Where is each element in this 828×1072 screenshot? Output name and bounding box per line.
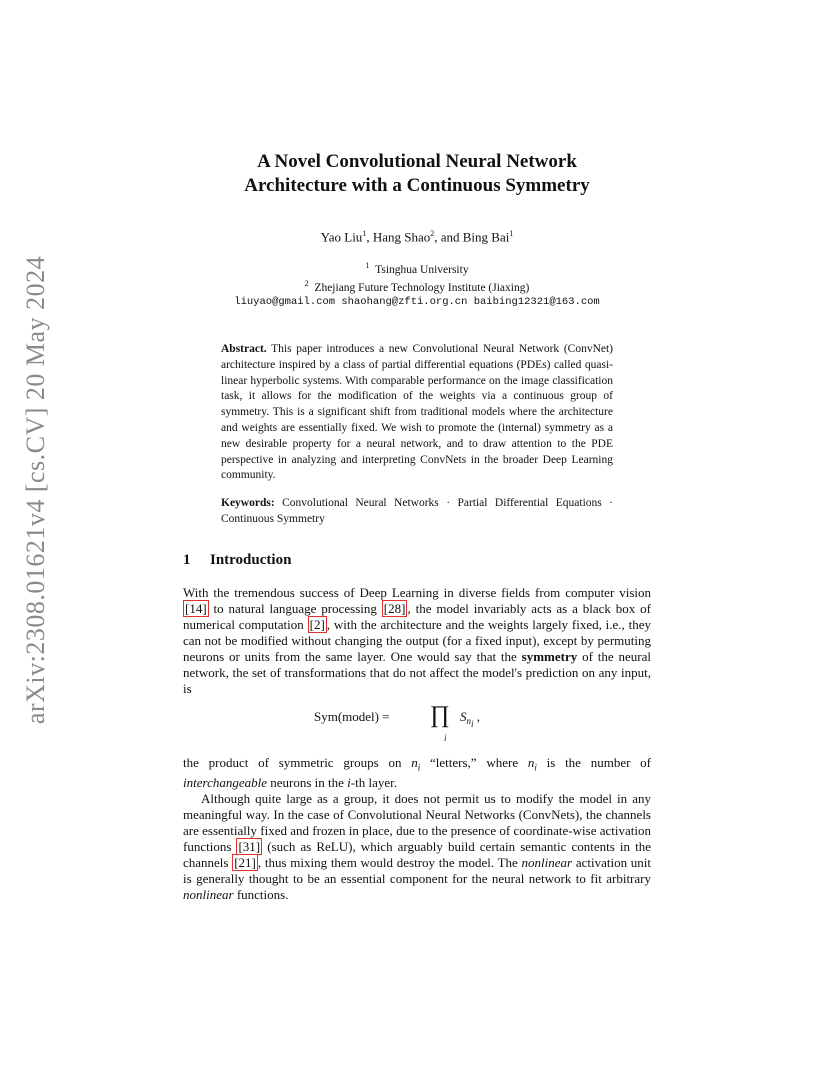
citation-link[interactable]: [28]: [383, 600, 406, 616]
author-2-affil: 2: [430, 229, 435, 238]
author-3: Bing Bai: [462, 229, 510, 245]
product-index: i: [444, 732, 447, 743]
text-run: , thus mixing them would destroy the model. The: [257, 855, 522, 871]
text-run: activation unit is generally thought to be an essential component for the neural network to fit arbitrary: [183, 855, 652, 887]
affiliation-2: [183, 277, 651, 295]
paper-title: [183, 150, 651, 198]
arxiv-stamp: [20, 255, 52, 725]
product-symbol: ∏: [430, 701, 450, 728]
text-run: , the model invariably acts as a black box of numerical computation: [183, 600, 651, 632]
equation-comma: ,: [473, 708, 481, 724]
affiliation-1-name: Tsinghua University: [375, 264, 469, 277]
text-run: , with the architecture and the weights largely fixed, i.e., they can not be modified without changing the output (for a fixed input), except by permuting neurons or units from the same layer. One would say that the: [183, 616, 651, 664]
text-run: “letters,” where: [420, 754, 528, 770]
title-line-2: Architecture with a Continuous Symmetry: [244, 175, 590, 196]
math-i: i: [417, 762, 421, 773]
section-title: Introduction: [210, 551, 292, 568]
text-run: neurons in the: [267, 775, 348, 791]
emphasis-interchangeable: interchangeable: [183, 775, 267, 791]
math-n: n: [527, 754, 535, 770]
text-run: (such as ReLU), which arguably build certain semantic contents in the channels: [183, 839, 651, 871]
intro-paragraph-1: [183, 585, 651, 697]
author-3-affil: 1: [509, 229, 514, 238]
title-line-1: A Novel Convolutional Neural Network: [257, 151, 577, 172]
subscript-n: n: [466, 716, 471, 727]
subscript-i: i: [471, 719, 474, 730]
equation-rhs: [460, 709, 480, 729]
author-emails: liuyao@gmail.com shaohang@zfti.org.cn baibing12321@163.com: [234, 295, 600, 308]
equation-lhs: Sym(model) =: [314, 708, 390, 724]
intro-paragraph-3: [183, 791, 651, 903]
text-run: functions.: [233, 887, 289, 903]
emphasis-symmetry: symmetry: [521, 648, 578, 664]
citation-link[interactable]: [14]: [185, 600, 207, 616]
affiliation-1-marker: 1: [365, 261, 370, 271]
affiliation-2-marker: 2: [304, 279, 309, 289]
citation-link[interactable]: [2]: [309, 616, 325, 632]
abstract: [221, 342, 613, 484]
author-separator: ,: [366, 229, 373, 245]
text-run: -th layer.: [350, 775, 397, 791]
emphasis-nonlinear: nonlinear: [521, 855, 573, 871]
section-heading: [183, 552, 651, 569]
author-1-affil: 1: [362, 229, 367, 238]
emphasis-nonlinear: nonlinear: [183, 887, 234, 903]
affiliation-1: [183, 259, 651, 277]
arxiv-stamp-text: arXiv:2308.01621v4 [cs.CV] 20 May 2024: [21, 255, 50, 725]
citation-link[interactable]: [31]: [238, 839, 261, 855]
math-n: n: [411, 754, 418, 770]
intro-paragraph-2: [183, 755, 651, 792]
section-number: 1: [183, 551, 191, 568]
author-2: Hang Shao: [372, 229, 431, 245]
author-1: Yao Liu: [320, 229, 363, 245]
text-run: With the tremendous success of Deep Learning in diverse fields from computer vision: [183, 584, 651, 600]
abstract-text: This paper introduces a new Convolutional Neural Network (ConvNet) architecture inspired by a class of partial differential equations (PDEs) called quasi-linear hyperbolic systems. With comparable performance on the image classification task, it allows for the modification of the weights via a continuous group of symmetry. This is a significant shift from traditional models where the architecture and weights are essentially fixed. We wish to promote the (internal) symmetry as a new desirable property for a neural network, and to draw attention to the PDE perspective in analyzing and interpreting ConvNets in the broader Deep Learning community.: [221, 342, 613, 482]
text-run: Although quite large as a group, it does not permit us to modify the model in any meaningful way. In the case of Convolutional Neural Networks (ConvNets), the channels are essentially fixed and frozen in place, due to the presence of coordinate-wise activation functions: [183, 791, 651, 855]
text-run: to natural language processing: [208, 600, 382, 616]
keywords: [221, 496, 613, 528]
text-run: the product of symmetric groups on: [183, 754, 412, 770]
text-run: of the neural network, the set of transformations that do not affect the model's prediction on any input, is: [183, 648, 651, 696]
text-run: is the number of: [536, 754, 652, 770]
affiliations: [183, 259, 651, 295]
paper-page: [183, 150, 651, 903]
author-separator: , and: [434, 229, 463, 245]
affiliation-2-name: Zhejiang Future Technology Institute (Jiaxing): [314, 281, 530, 294]
math-i: i: [347, 775, 351, 791]
abstract-heading: Abstract.: [221, 342, 267, 355]
citation-link[interactable]: [21]: [234, 855, 256, 871]
author-list: [183, 229, 651, 245]
equation-sym-model: [183, 703, 651, 751]
symbol-s: S: [460, 708, 467, 724]
math-i: i: [534, 762, 537, 773]
keywords-text: Convolutional Neural Networks · Partial Differential Equations · Continuous Symmetry: [221, 497, 613, 525]
keywords-heading: Keywords:: [221, 497, 275, 510]
